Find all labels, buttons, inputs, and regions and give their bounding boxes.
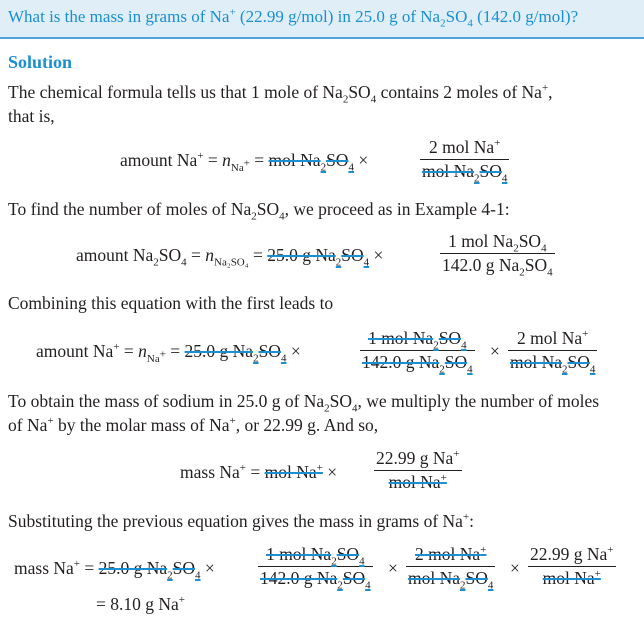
paragraph-combining: Combining this equation with the first leads to <box>8 293 334 313</box>
paragraph-substituting: Substituting the previous equation gives the mass in grams of Na+: <box>8 511 475 531</box>
paragraph-intro: The chemical formula tells us that 1 mole of $Na_2SO_4$ contains 2 moles of Na+, that is, <box>8 82 553 126</box>
paragraph-obtain-mass: To obtain the mass of sodium in 25.0 g of $Na_2SO_4$, we multiply the number of moles of Na+ by the molar mass of Na+, or 22.99 g. And so, <box>8 391 600 435</box>
solution-heading: Solution <box>8 52 73 72</box>
paragraph-find-moles: To find the number of moles of $Na_2SO_4$, we proceed as in Example 4-1: <box>8 199 510 223</box>
question-text: What is the mass in grams of Na+ (22.99 g/mol) in 25.0 g of $Na_2SO_4$ (142.0 g/mol)? <box>8 6 579 30</box>
